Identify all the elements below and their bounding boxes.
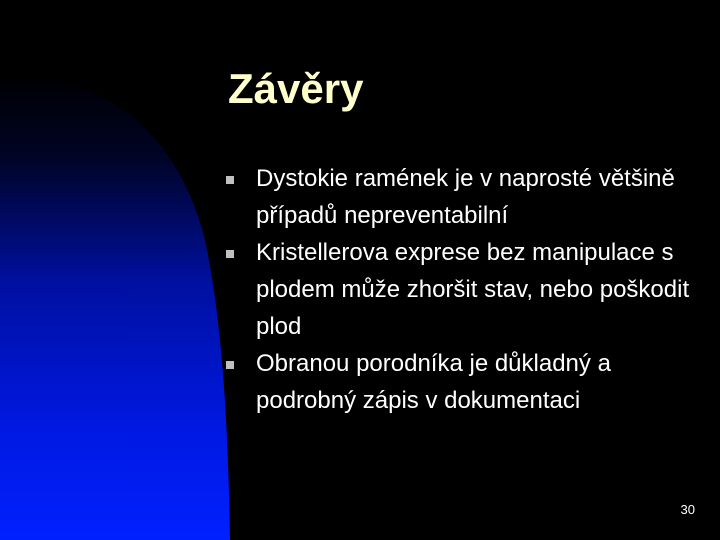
bullet-item (256, 345, 706, 419)
square-bullet-icon (226, 176, 234, 184)
square-bullet-icon (226, 361, 234, 369)
slide-title: Závěry (228, 65, 364, 112)
bullet-text: Kristellerova exprese bez manipulace s plodem může zhoršit stav, nebo poškodit plod (256, 239, 690, 340)
bullet-list (256, 160, 706, 419)
bullet-item (256, 234, 706, 345)
square-bullet-icon (226, 250, 234, 258)
bullet-item (256, 160, 706, 234)
bullet-text: Obranou porodníka je důkladný a podrobný zápis v dokumentaci (256, 350, 611, 414)
bullet-text: Dystokie ramének je v naprosté většině případů nepreventabilní (256, 165, 675, 229)
page-number: 30 (680, 502, 695, 517)
